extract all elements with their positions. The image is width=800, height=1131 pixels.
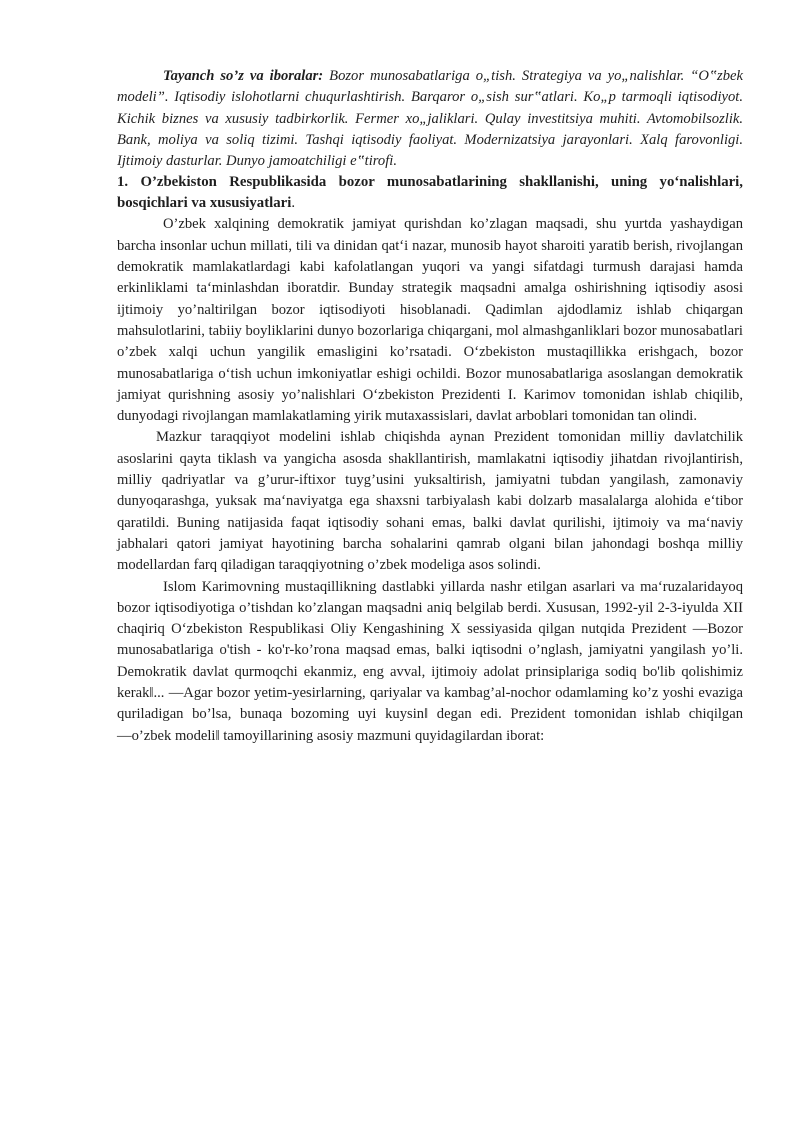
section-heading-text: 1. O’zbekiston Respublikasida bozor munosabatlarining shakllanishi, uning yo‘nalishlari, bosqichlari va xususiyatlari bbox=[117, 174, 743, 212]
document-body bbox=[117, 66, 743, 747]
keywords-text: Bozor munosabatlariga o„tish. Strategiya va yo„nalishlar. “O‟zbek modeli”. Iqtisodiy islohotlarni chuqurlashtirish. Barqaror o„sish sur‟atlari. Ko„p tarmoqli iqtisodiyot. Kichik biznes va xususiy tadbirkorlik. Fermer xo„jaliklari. Qulay investitsiya muhiti. Avtomobilsozlik. Bank, moliya va soliq tizimi. Tashqi iqtisodiy faoliyat. Modernizatsiya jarayonlari. Xalq farovonligi. Ijtimoiy dasturlar. Dunyo jamoatchiligi e‟tirofi. bbox=[117, 68, 743, 170]
body-paragraph-2: Mazkur taraqqiyot modelini ishlab chiqishda aynan Prezident tomonidan milliy davlatchilik asoslarini qayta tiklash va yangicha asosda shakllantirish, mamlakatni iqtisodiy jihatdan rivojlantirish, milliy qadriyatlar va g’urur-iftixor tuyg’usini yuksaltirish, jamiyatni tubdan yangilash, zamonaviy dunyoqarashga, yuksak ma‘naviyatga ega shaxsni tarbiyalash kabi dolzarb masalalarga alohida e‘tibor qaratildi. Buning natijasida faqat iqtisodiy sohani emas, balki davlat qurilishi, ijtimoiy va ma‘naviy jabhalari qatori jamiyat hayotining barcha sohalarini qamrab olgani bilan jahondagi boshqa milliy modellardan farq qiladigan taraqqiyotning o’zbek modeliga asos solindi. bbox=[117, 429, 743, 574]
keywords-label: Tayanch so’z va iboralar: bbox=[163, 68, 324, 84]
section-heading bbox=[117, 172, 743, 214]
keywords-paragraph bbox=[117, 66, 743, 172]
body-paragraph-1: O’zbek xalqining demokratik jamiyat qurishdan ko’zlagan maqsadi, shu yurtda yashaydigan barcha insonlar uchun millati, tili va dinidan qat‘i nazar, munosib hayot sharoiti yaratib berish, rivojlangan demokratik mamlakatlardagi kabi kafolatlangan yuqori va yangi sifatdagi turmush darajasi hamda erkinliklami ta‘minlashdan iboratdir. Bunday strategik maqsadni amalga oshirishning iqtisodiy asosi ijtimoiy yo’naltirilgan bozor iqtisodiyoti hisoblanadi. Qadimlan ajdodlamiz ishlab chiqargan mahsulotlarini, tabiiy boyliklarini dunyo bozorlariga chiqargani, mol almashganliklari bozor munosabatlari o’zbek xalqi uchun yangilik emasligini ko’rsatadi. O‘zbekiston mustaqillikka erishgach, bozor munosabatlariga o‘tish uchun imkoniyatlar eshigi ochildi. Bozor munosabatlariga asoslangan demokratik jamiyat qurishning asosiy yo’nalishlari O‘zbekiston Prezidenti I. Karimov tomonidan ishlab chiqilib, dunyodagi rivojlangan mamlakatlaming yirik mutaxassislari, davlat arboblari tomonidan tan olindi. bbox=[117, 216, 743, 425]
section-heading-period: . bbox=[291, 195, 296, 212]
body-paragraph-3: Islom Karimovning mustaqillikning dastlabki yillarda nashr etilgan asarlari va ma‘ruzalaridayoq bozor iqtisodiyotiga o’tishdan ko’zlangan maqsadni aniq belgilab berdi. Xususan, 1992-yil 2-3-iyulda XII chaqiriq O‘zbekiston Respublikasi Oliy Kengashining X sessiyasida qilgan nutqida Prezident ―Bozor munosabatlariga o'tish - ko'r-ko’rona maqsad emas, balki iqtisodni o’nglash, jamiyatni yangilash yo’li. Demokratik davlat qurmoqchi ekanmiz, eng avval, ijtimoiy adolat prinsiplariga sodiq bo'lib qolishimiz kerak‖... ―Agar bozor yetim-yesirlarning, qariyalar va kambag’al-nochor odamlaming ko’z yoshi evaziga quriladigan bo’lsa, bunaqa bozoming uyi kuysin‖ degan edi. Prezident tomonidan ishlab chiqilgan ―o’zbek modeli‖ tamoyillarining asosiy mazmuni quyidagilardan iborat: bbox=[117, 578, 743, 744]
